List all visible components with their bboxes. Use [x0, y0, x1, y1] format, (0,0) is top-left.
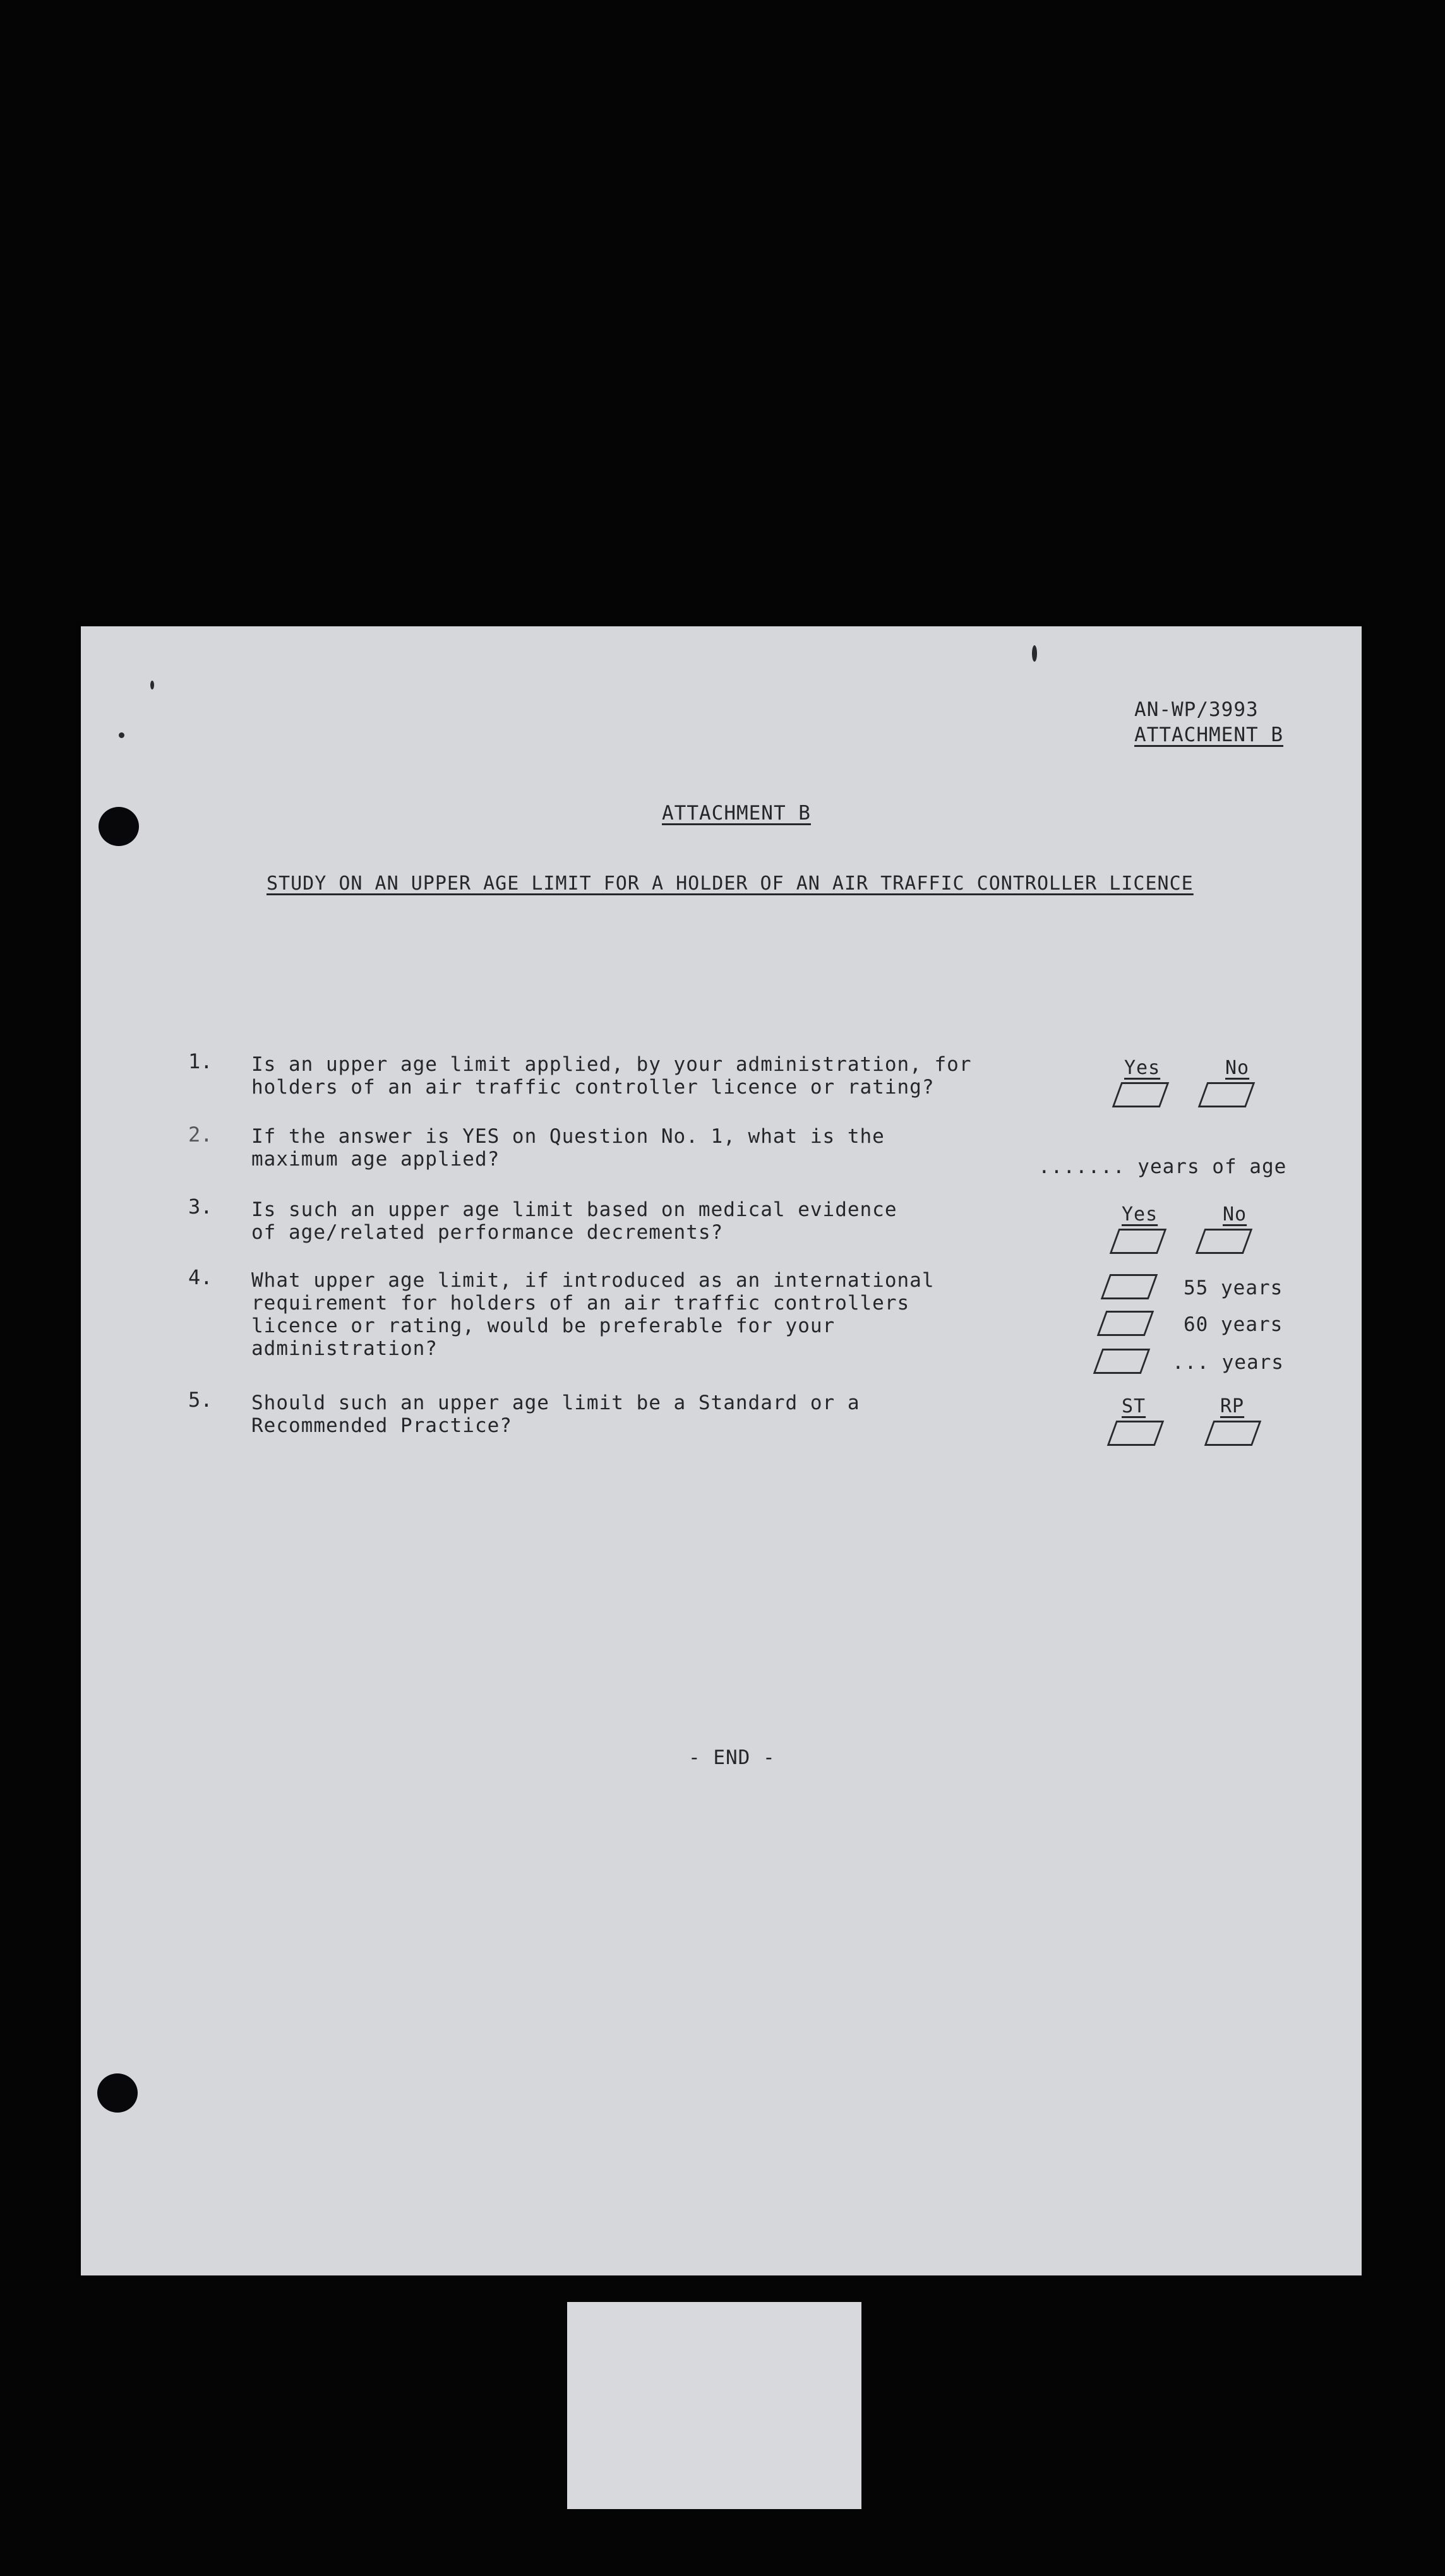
question-text	[251, 1125, 885, 1171]
scan-speck	[150, 681, 154, 689]
punch-hole-bottom	[97, 2073, 138, 2113]
rp-checkbox[interactable]	[1204, 1421, 1262, 1446]
scan-speck	[119, 732, 124, 738]
document-page	[81, 626, 1362, 2275]
question-text	[251, 1198, 897, 1244]
page-subtitle: STUDY ON AN UPPER AGE LIMIT FOR A HOLDER OF AN AIR TRAFFIC CONTROLLER LICENCE	[267, 873, 1194, 895]
option-label: 55 years	[1184, 1277, 1283, 1299]
yes-checkbox[interactable]	[1112, 1082, 1170, 1107]
option-checkbox[interactable]	[1101, 1274, 1158, 1299]
no-checkbox[interactable]	[1198, 1082, 1256, 1107]
attachment-label: ATTACHMENT B	[1134, 724, 1283, 746]
option-no-label: No	[1223, 1203, 1247, 1225]
question-text	[251, 1053, 972, 1099]
option-checkbox[interactable]	[1097, 1311, 1154, 1336]
doc-number: AN-WP/3993	[1134, 698, 1259, 721]
option-st-label: ST	[1122, 1395, 1146, 1417]
question-line: licence or rating, would be preferable for your	[251, 1315, 836, 1337]
option-rp-label: RP	[1220, 1395, 1245, 1417]
question-number: 1.	[188, 1049, 213, 1073]
no-checkbox[interactable]	[1196, 1229, 1253, 1254]
question-text	[251, 1392, 860, 1437]
question-number: 3.	[188, 1195, 213, 1219]
answer-field[interactable]: ....... years of age	[1038, 1155, 1287, 1178]
question-line: Should such an upper age limit be a Standard or a	[251, 1392, 860, 1414]
question-text	[251, 1269, 935, 1360]
question-line: Recommended Practice?	[251, 1414, 512, 1437]
option-no-label: No	[1225, 1057, 1250, 1079]
scan-target-card	[567, 2302, 861, 2509]
option-label: 60 years	[1184, 1313, 1283, 1336]
option-checkbox[interactable]	[1093, 1349, 1151, 1374]
option-label: ... years	[1172, 1351, 1284, 1374]
option-yes-label: Yes	[1122, 1203, 1158, 1225]
end-marker: - END -	[688, 1746, 776, 1769]
question-number: 4.	[188, 1265, 213, 1289]
question-number: 2.	[188, 1123, 213, 1147]
question-line: Is an upper age limit applied, by your administration, for	[251, 1053, 972, 1076]
question-line: administration?	[251, 1337, 438, 1360]
question-line: holders of an air traffic controller licence or rating?	[251, 1076, 935, 1099]
question-line: requirement for holders of an air traffic controllers	[251, 1292, 910, 1315]
question-line: of age/related performance decrements?	[251, 1221, 724, 1244]
question-line: maximum age applied?	[251, 1148, 500, 1171]
question-line: Is such an upper age limit based on medical evidence	[251, 1198, 897, 1221]
scan-speck	[1032, 645, 1037, 662]
document-reference	[1134, 697, 1283, 748]
st-checkbox[interactable]	[1107, 1421, 1165, 1446]
yes-checkbox[interactable]	[1110, 1229, 1167, 1254]
punch-hole-top	[99, 807, 139, 846]
question-number: 5.	[188, 1388, 213, 1412]
question-line: What upper age limit, if introduced as an international	[251, 1269, 935, 1292]
question-line: If the answer is YES on Question No. 1, what is the	[251, 1125, 885, 1148]
option-yes-label: Yes	[1124, 1057, 1161, 1079]
page-title: ATTACHMENT B	[662, 802, 811, 825]
